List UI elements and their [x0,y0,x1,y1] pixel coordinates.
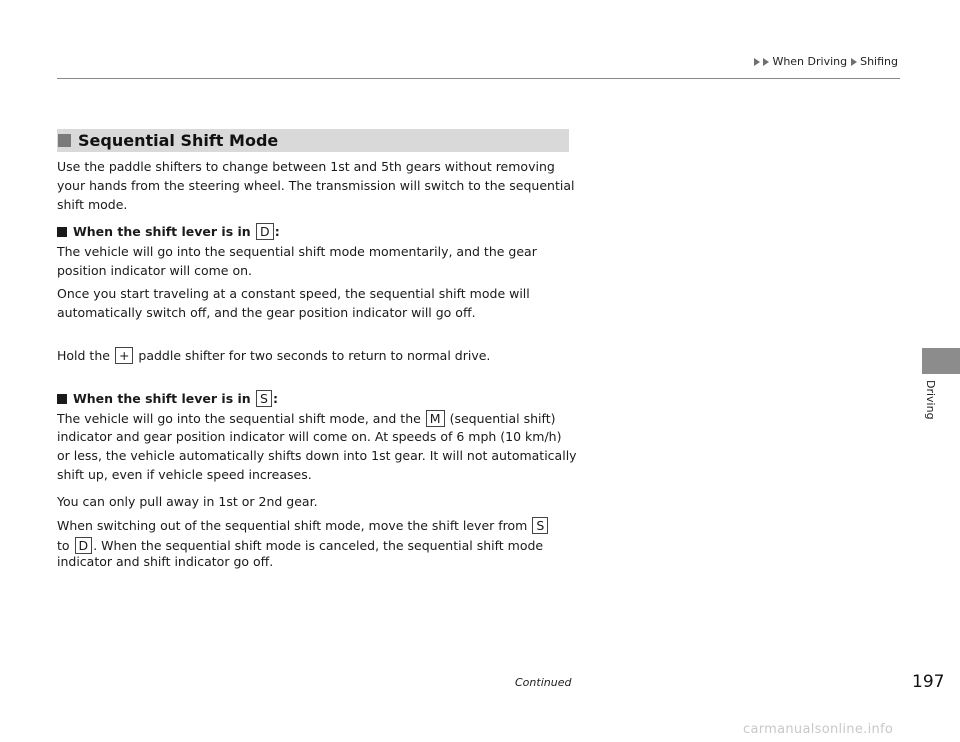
paragraph-line: Once you start traveling at a constant speed, the sequential shift mode will [57,286,530,301]
watermark: carmanualsonline.info [743,722,894,737]
key-d-icon: D [256,223,274,240]
breadcrumb [754,55,898,68]
line-suffix: (sequential shift) [449,411,556,426]
paragraph-line: or less, the vehicle automatically shifts down into 1st gear. It will not automatically [57,448,577,463]
subheading-d [57,223,280,240]
subheading-colon: : [274,224,280,239]
subheading-colon: : [272,391,278,406]
key-m-icon: M [426,410,445,427]
hold-line [57,346,577,365]
paragraph-line: automatically switch off, and the gear position indicator will go off. [57,305,476,320]
intro-line: your hands from the steering wheel. The transmission will switch to the sequential [57,178,575,193]
paragraph-line [57,516,577,535]
plus-key-icon: + [115,347,133,364]
paragraph-line [57,409,577,428]
key-s-icon: S [532,517,548,534]
paragraph-line: The vehicle will go into the sequential shift mode momentarily, and the gear [57,244,537,259]
breadcrumb-item[interactable]: Shifing [860,55,898,68]
section-square-icon [58,134,71,147]
arrow-right-icon [851,58,857,66]
line-prefix: The vehicle will go into the sequential shift mode, and the [57,411,421,426]
intro-line: Use the paddle shifters to change between 1st and 5th gears without removing [57,159,555,174]
key-d-icon: D [75,537,93,554]
subheading-square-icon [57,227,67,237]
paragraph-line: You can only pull away in 1st or 2nd gear. [57,494,318,509]
subheading-square-icon [57,394,67,404]
subheading-text: When the shift lever is in [73,391,251,406]
continued-label: Continued [515,676,572,689]
paragraph-line: indicator and shift indicator go off. [57,554,274,569]
key-s-icon: S [256,390,272,407]
page-number: 197 [912,672,945,692]
paragraph-line: position indicator will come on. [57,263,253,278]
intro-line: shift mode. [57,197,128,212]
section-title: Sequential Shift Mode [78,131,279,150]
arrow-right-icon [763,58,769,66]
switch-to: to [57,538,70,553]
switch-suffix: . When the sequential shift mode is canceled, the sequential shift mode [93,538,544,553]
hold-prefix: Hold the [57,348,110,363]
chapter-tab[interactable] [922,348,960,374]
subheading-s [57,390,278,407]
section-heading [57,129,569,152]
chapter-label: Driving [924,380,937,420]
paragraph-line: shift up, even if vehicle speed increases. [57,467,312,482]
subheading-text: When the shift lever is in [73,224,251,239]
hold-suffix: paddle shifter for two seconds to return to normal drive. [138,348,491,363]
switch-prefix: When switching out of the sequential shift mode, move the shift lever from [57,518,528,533]
arrow-right-icon [754,58,760,66]
breadcrumb-item[interactable]: When Driving [772,55,848,68]
header-divider [57,78,900,79]
paragraph-line: indicator and gear position indicator will come on. At speeds of 6 mph (10 km/h) [57,429,562,444]
